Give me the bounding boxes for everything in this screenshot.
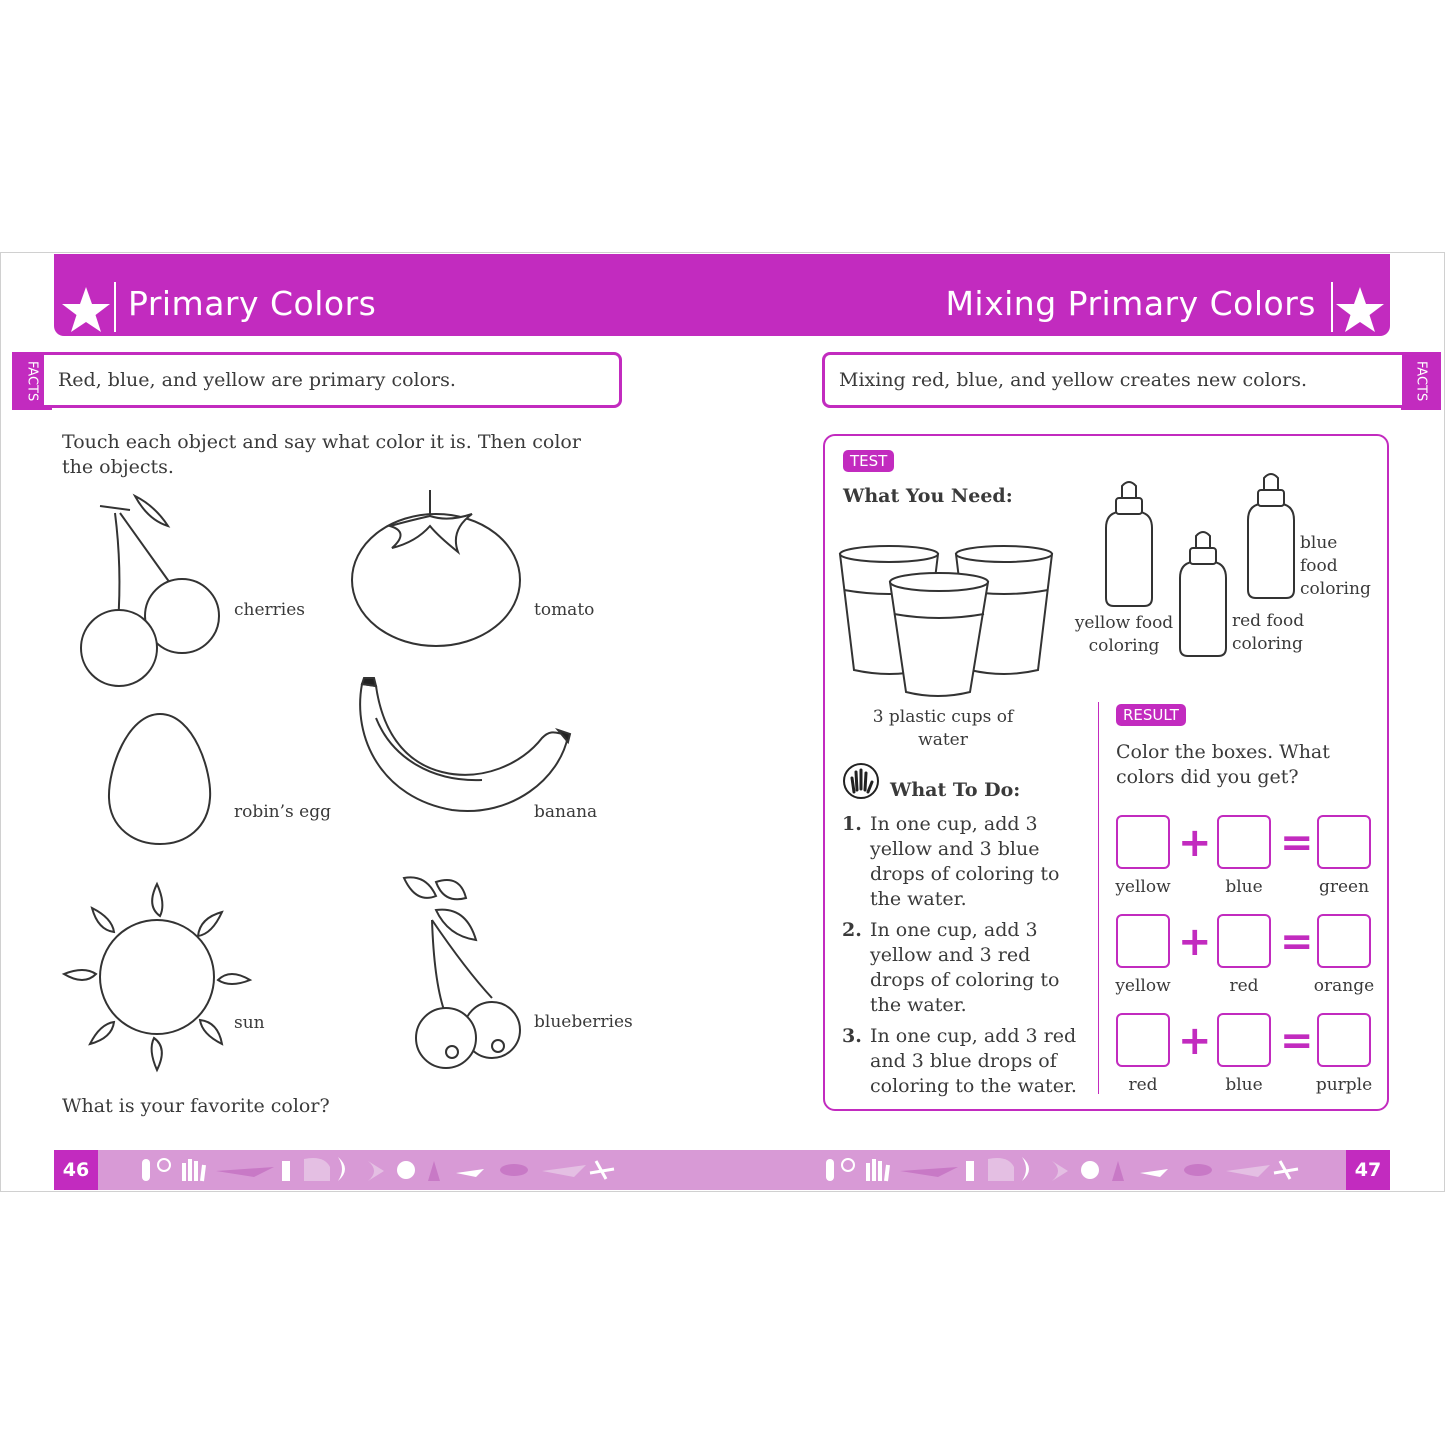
object-label: tomato [534, 600, 595, 620]
step-item: 2. In one cup, add 3 yellow and 3 red drops of coloring to the water. [842, 919, 1060, 1016]
color-box[interactable] [1116, 914, 1170, 968]
color-box[interactable] [1317, 1013, 1371, 1067]
science-icons-strip [818, 1151, 1308, 1189]
result-divider [1098, 702, 1099, 1094]
tomato-icon [350, 486, 525, 651]
color-box[interactable] [1217, 1013, 1271, 1067]
object-label: cherries [234, 600, 306, 620]
header-banner [54, 254, 1390, 336]
science-icons-strip [134, 1151, 624, 1189]
what-to-do-heading: What To Do: [890, 779, 1021, 801]
right-fact-box: Mixing red, blue, and yellow creates new colors. [822, 352, 1402, 408]
instruction-text: Touch each object and say what color it is. Then color the objects. [62, 431, 581, 478]
object-label: robin’s egg [234, 802, 331, 822]
test-badge: TEST [843, 450, 894, 472]
title-separator [114, 282, 116, 332]
red-bottle-icon [1178, 528, 1228, 658]
color-box[interactable] [1116, 1013, 1170, 1067]
result-badge: RESULT [1116, 704, 1186, 726]
step-item: 3. In one cup, add 3 red and 3 blue drops of coloring to the water. [842, 1025, 1077, 1097]
object-label: banana [534, 802, 598, 822]
title-separator [1331, 282, 1333, 332]
plus-sign: + [1178, 1018, 1212, 1064]
step-item: 1. In one cup, add 3 yellow and 3 blue drops of coloring to the water. [842, 813, 1060, 910]
page-number-left: 46 [54, 1150, 98, 1190]
equals-sign: = [1280, 1018, 1314, 1064]
box-label: blue [1225, 877, 1263, 897]
equals-sign: = [1280, 820, 1314, 866]
plus-sign: + [1178, 919, 1212, 965]
star-icon [1334, 284, 1386, 336]
blue-bottle-icon [1246, 470, 1296, 600]
equals-sign: = [1280, 919, 1314, 965]
steps-list [842, 812, 1082, 1105]
color-box[interactable] [1317, 815, 1371, 869]
plus-sign: + [1178, 820, 1212, 866]
box-label: red [1128, 1075, 1158, 1095]
cherries-icon [70, 488, 230, 688]
box-label: purple [1315, 1075, 1373, 1095]
yellow-bottle-icon [1104, 478, 1154, 608]
robins-egg-icon [106, 712, 214, 846]
cups-label: 3 plastic cups of water [872, 707, 1014, 750]
left-fact-box: Red, blue, and yellow are primary colors. [44, 352, 622, 408]
what-you-need-heading: What You Need: [843, 485, 1013, 507]
star-icon [60, 284, 112, 336]
blueberries-icon [396, 870, 526, 1068]
box-label: yellow [1115, 877, 1171, 897]
box-label: green [1318, 877, 1370, 897]
red-bottle-label: red food coloring [1232, 611, 1305, 654]
facts-tab: FACTS [1401, 352, 1441, 410]
color-box[interactable] [1317, 914, 1371, 968]
object-label: sun [234, 1013, 265, 1033]
facts-tab: FACTS [12, 352, 52, 410]
color-box[interactable] [1116, 815, 1170, 869]
box-label: red [1229, 976, 1259, 996]
page-number-right: 47 [1346, 1150, 1390, 1190]
left-page-title: Primary Colors [128, 284, 377, 323]
object-label: blueberries [534, 1012, 633, 1032]
hand-icon [842, 762, 880, 800]
blue-bottle-label: blue food coloring [1300, 533, 1371, 599]
box-label: blue [1225, 1075, 1263, 1095]
result-instruction: Color the boxes. What colors did you get? [1116, 741, 1330, 788]
banana-icon [352, 678, 574, 818]
box-label: orange [1313, 976, 1375, 996]
sun-icon [62, 882, 252, 1072]
box-label: yellow [1115, 976, 1171, 996]
favorite-color-question: What is your favorite color? [62, 1095, 330, 1117]
right-page-title: Mixing Primary Colors [945, 284, 1316, 323]
water-cups-icon [838, 544, 1058, 700]
yellow-bottle-label: yellow food coloring [1074, 613, 1174, 656]
color-box[interactable] [1217, 914, 1271, 968]
color-box[interactable] [1217, 815, 1271, 869]
